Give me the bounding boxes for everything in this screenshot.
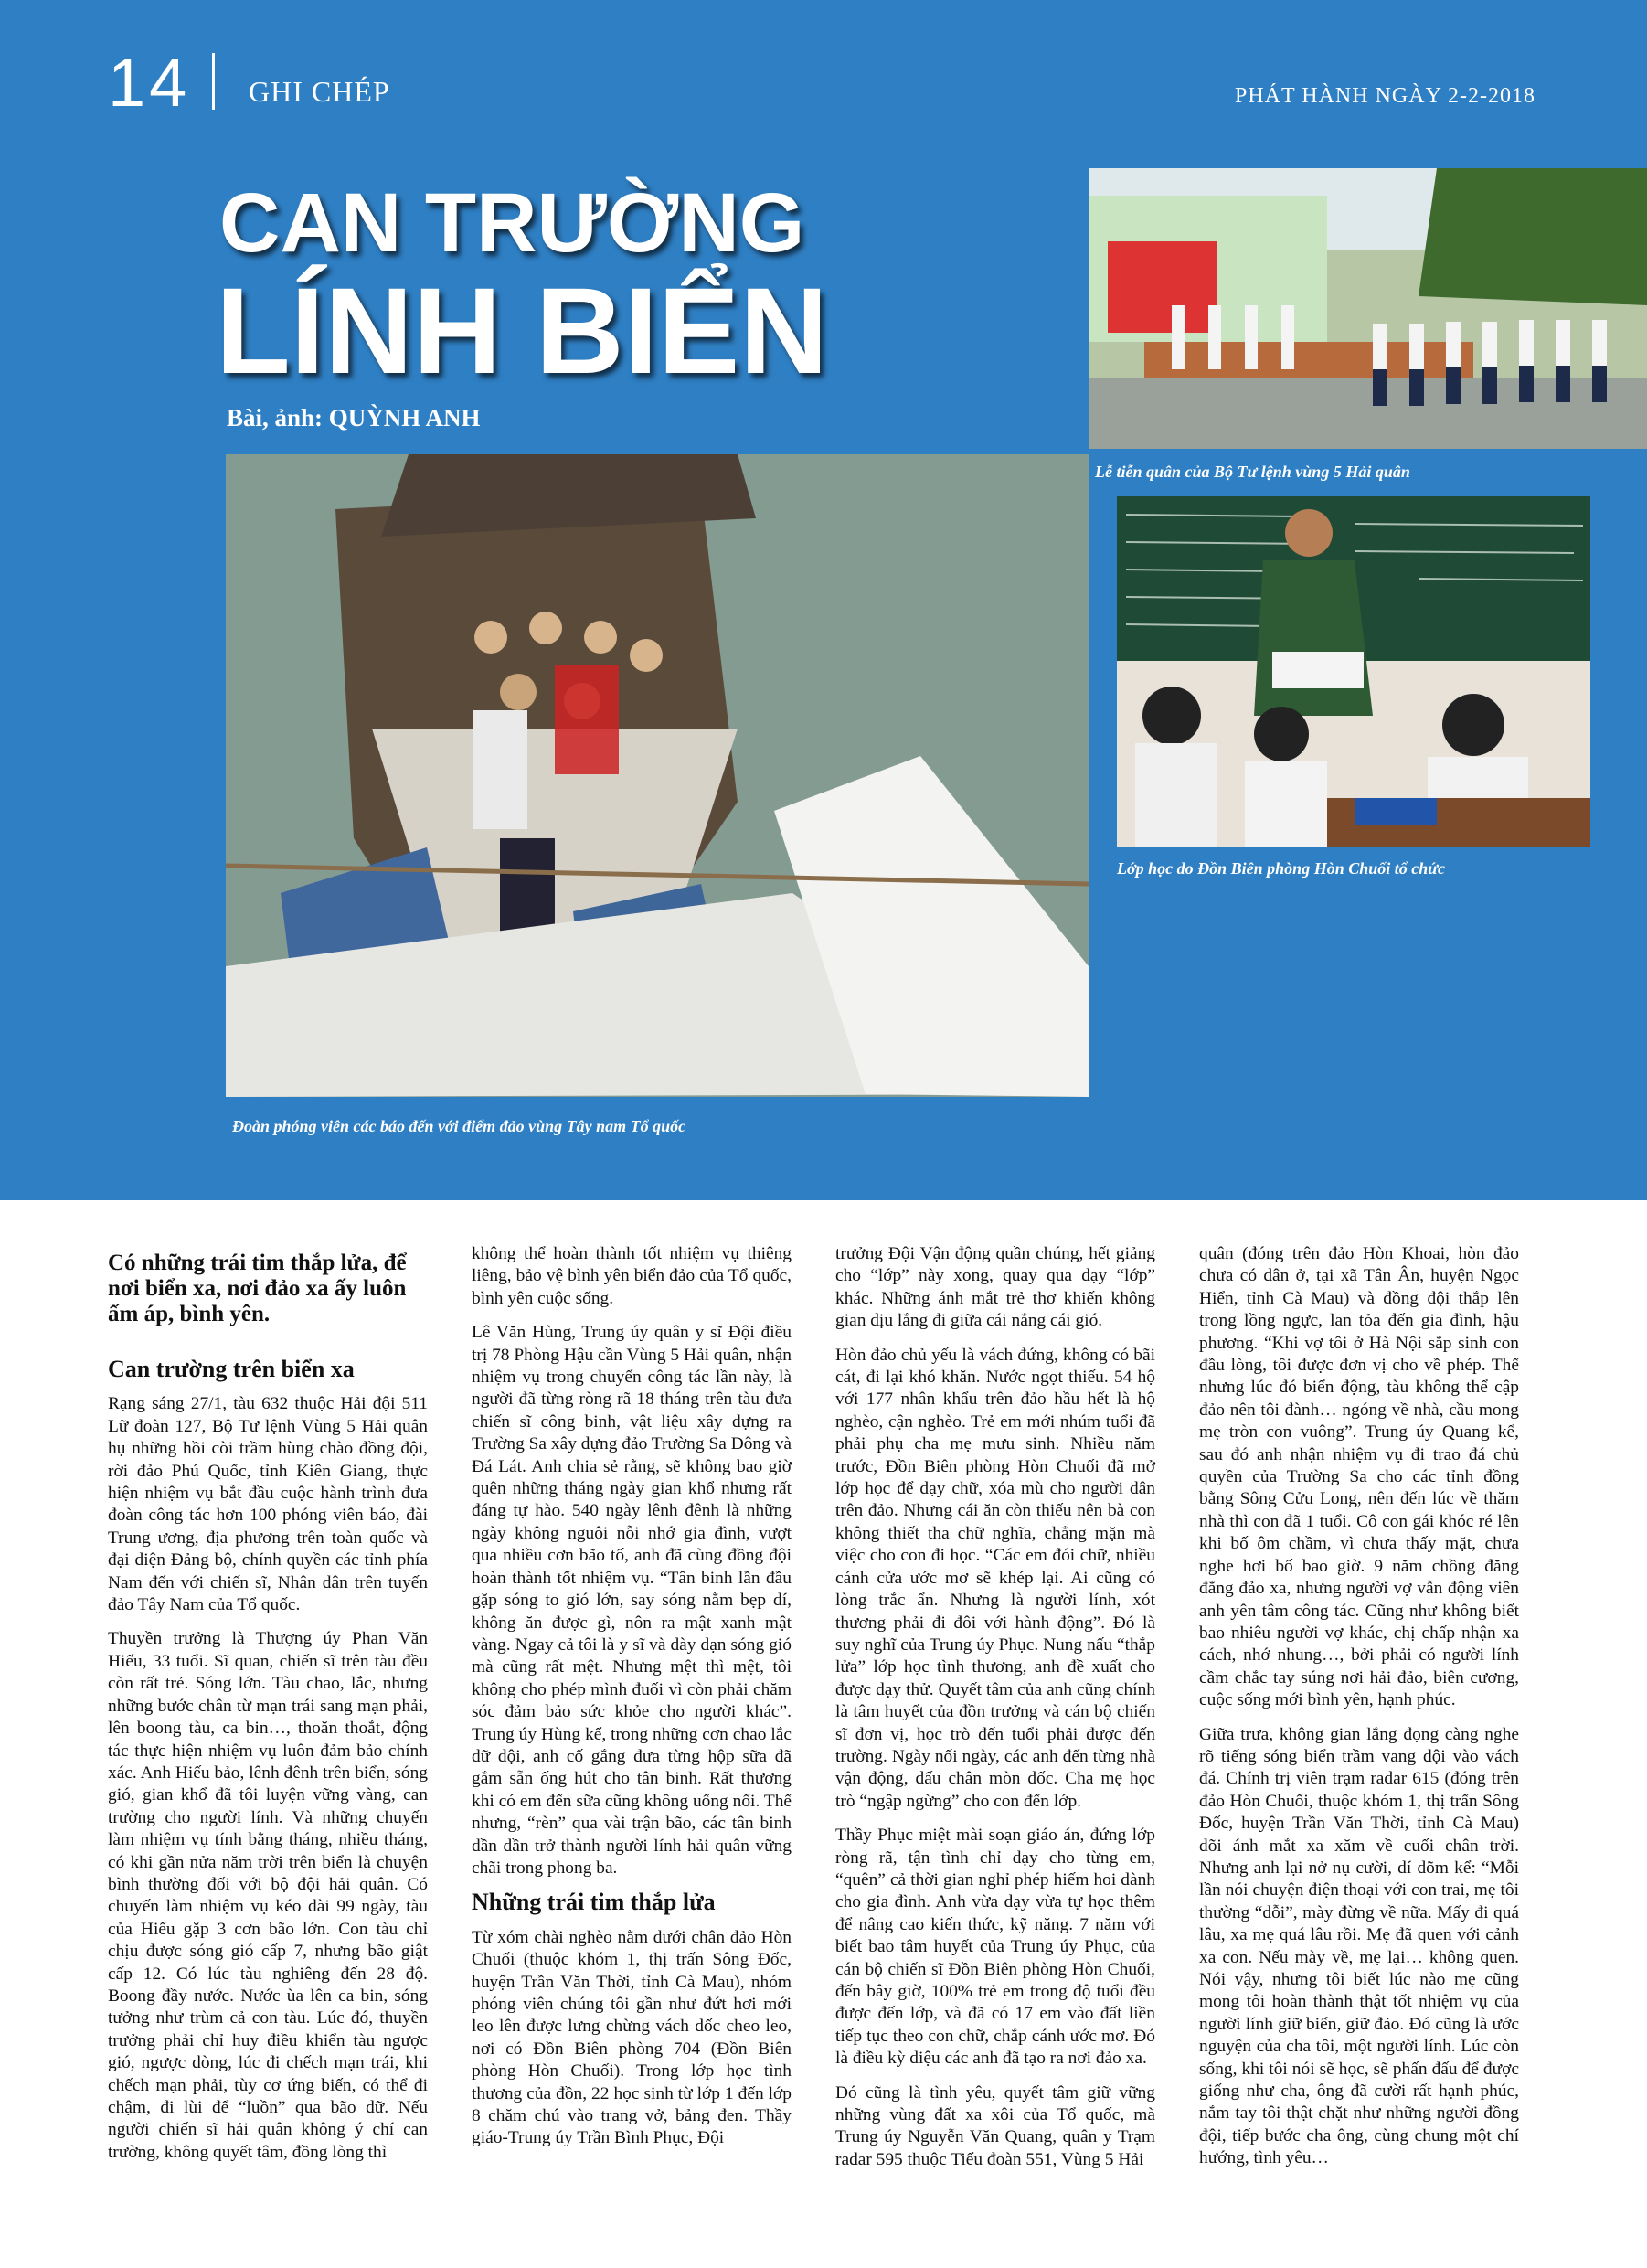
article-column-4 (1199, 1243, 1519, 2182)
article-body (108, 1243, 1543, 2231)
title-line-1: CAN TRƯỜNG (219, 176, 805, 270)
title-line-2: LÍNH BIỂN (216, 263, 828, 399)
parade-photo (1089, 168, 1647, 449)
paragraph: Thuyền trưởng là Thượng úy Phan Văn Hiếu, 33 tuổi. Sĩ quan, chiến sĩ trên tàu đều còn rất trẻ. Sóng lớn. Tàu chao, lắc, nhưng những bước chân từ mạn trái sang mạn phải, lên boong tàu, ca bin…, thoăn thoắt, động tác thực hiện nhiệm vụ luôn đảm bảo chính xác. Anh Hiếu bảo, lênh đênh trên biển, sóng gió, gian khổ đã tôi luyện vững vàng, can trường cho người lính. Và những chuyến làm nhiệm vụ tính bằng tháng, nhiều tháng, có khi gần nửa năm trời trên biển là chuyện bình thường đối với bộ đội hải quân. Có chuyến làm nhiệm vụ kéo dài 99 ngày, tàu của Hiếu gặp 3 cơn bão lớn. Con tàu chỉ chịu được sóng gió cấp 7, nhưng bão giật cấp 12. Có lúc tàu nghiêng đến 28 độ. Boong đầy nước. Nước ùa lên ca bin, sóng tưởng như trùm cả con tàu. Lúc đó, thuyền trưởng phải chỉ huy điều khiển tàu ngược gió, ngược dòng, lúc đi chếch mạn trái, khi chếch mạn phải, tùy cơ ứng biến, có thể đi chậm, đi lùi để “luồn” qua bão dữ. Nếu người chiến sĩ hải quân không ý chí can trường, không quyết tâm, đồng lòng thì (108, 1629, 428, 2162)
paragraph: Thầy Phục miệt mài soạn giáo án, đứng lớp ròng rã, tận tình chỉ dạy cho từng em, “quên” cả thời gian nghỉ phép hiếm hoi dành cho gia đình. Anh vừa dạy vừa tự học thêm để nâng cao kiến thức, kỹ năng. 7 năm với biết bao tâm huyết của Trung úy Phục, của cán bộ chiến sĩ Đồn Biên phòng Hòn Chuối, đến bây giờ, 100% trẻ em trong độ tuổi đều được đến lớp, và đã có 17 em vào đất liền tiếp tục theo con chữ, chắp cánh ước mơ. Đó là điều kỳ diệu các anh đã tạo ra nơi đảo xa. (835, 1826, 1155, 2069)
article-column-3 (835, 1243, 1155, 2183)
main-photo-caption: Đoàn phóng viên các báo đến với điểm đảo vùng Tây nam Tổ quốc (232, 1117, 686, 1135)
classroom-photo (1117, 496, 1590, 847)
page-number: 14 (108, 45, 191, 121)
paragraph: Đó cũng là tình yêu, quyết tâm giữ vững những vùng đất xa xôi của Tổ quốc, mà Trung úy Nguyễn Văn Quang, quân y Trạm radar 595 thuộc Tiểu đoàn 551, Vùng 5 Hải (835, 2082, 1155, 2169)
paragraph: Từ xóm chài nghèo nằm dưới chân đảo Hòn Chuối (thuộc khóm 1, thị trấn Sông Đốc, huyện Trần Văn Thời, tỉnh Cà Mau), nhóm phóng viên chúng tôi gần như đứt hơi mới leo lên được lưng chừng vách dốc cheo leo, nơi có Đồn Biên phòng 704 (Đồn Biên phòng Hòn Chuối). Trong lớp học tình thương của đồn, 22 học sinh từ lớp 1 đến lớp 8 chăm chú vào trang vở, bảng đen. Thầy giáo-Trung úy Trần Bình Phục, Đội (472, 1927, 792, 2148)
issue-date: PHÁT HÀNH NGÀY 2-2-2018 (1235, 84, 1535, 108)
main-photo (226, 454, 1089, 1097)
classroom-photo-caption: Lớp học do Đồn Biên phòng Hòn Chuối tổ chức (1117, 859, 1446, 878)
paragraph: Giữa trưa, không gian lắng đọng càng nghe rõ tiếng sóng biển trầm vang dội vào vách đá. Chính trị viên trạm radar 615 (đóng trên đảo Hòn Chuối, thuộc khóm 1, thị trấn Sông Đốc, huyện Trần Văn Thời, tỉnh Cà Mau) dõi ánh mắt xa xăm về cuối chân trời. Nhưng anh lại nở nụ cười, dí dõm kể: “Mỗi lần nói chuyện điện thoại với con trai, mẹ tôi thường “dỗi”, mày đừng về nữa. Mấy đi quá lâu, xa mẹ quá lâu rồi. Mẹ đã quen với cảnh xa con. Nếu mày về, mẹ lại… không quen. Nói vậy, nhưng tôi biết lúc nào mẹ cũng mong tôi hoàn thành thật tốt nhiệm vụ của người lính giữ biển, giữ đảo. Đó cũng là ước nguyện của cha tôi, một người lính. Lúc còn sống, khi tôi nói sẽ học, sẽ phấn đấu để được giống như cha, ông đã cười rất hạnh phúc, nắm tay tôi thật chặt như những người đồng đội, tiếp bước cha ông, cùng chung một chí hướng, tình yêu… (1199, 1724, 1519, 2168)
article-column-1 (108, 1243, 428, 2176)
paragraph: Hòn đảo chủ yếu là vách đứng, không có bãi cát, đi lại khó khăn. Nước ngọt thiếu. 54 hộ với 177 nhân khẩu trên đảo hầu hết là hộ nghèo, cận nghèo. Trẻ em mới nhúm tuổi đã phải phụ cha mẹ mưu sinh. Nhiều năm trước, Đồn Biên phòng Hòn Chuối đã mở lớp học để dạy chữ, xóa mù cho người dân trên đảo. Nhưng cái ăn còn thiếu nên bà con không thiết tha chữ nghĩa, chẳng mặn mà việc cho con đi học. “Các em đói chữ, nhiều cánh cửa ước mơ sẽ khép lại. Ai cũng có lòng trắc ẩn. Nhưng là người lính, xót thương phải đi đôi với hành động”. Đó là suy nghĩ của Trung úy Phục. Nung nấu “thắp lửa” lớp học tình thương, anh đề xuất cho được dạy thử. Quyết tâm của anh cũng chính là tâm huyết của đồn trưởng và cán bộ chiến sĩ đơn vị, học trò đến tuổi phải được đến trường. Ngày nối ngày, các anh đến từng nhà vận động, dấu chân mòn dốc. Cha mẹ học trò “ngập ngừng” cho con đến lớp. (835, 1345, 1155, 1811)
parade-photo-caption: Lễ tiễn quân của Bộ Tư lệnh vùng 5 Hải quân (1095, 463, 1410, 481)
byline: Bài, ảnh: QUỲNH ANH (227, 404, 481, 431)
paragraph: quân (đóng trên đảo Hòn Khoai, hòn đảo chưa có dân ở, tại xã Tân Ân, huyện Ngọc Hiển, tỉnh Cà Mau) và đồng đội thắp lên trong lồng ngực, lan tỏa đến gia đình, hậu phương. “Khi vợ tôi ở Hà Nội sắp sinh con đầu lòng, tôi được đơn vị cho về phép. Thế nhưng lúc đó biển động, tàu không thể cập đảo nên tôi đành… ngóng về nhà, cầu mong mẹ tròn con vuông”. Trung úy Quang kể, sau đó anh nhận nhiệm vụ đi trao đá chủ quyền của Trường Sa cho các tỉnh đồng bằng Sông Cửu Long, nên đến lúc về thăm nhà thì con đã 1 tuổi. Cô con gái khóc ré lên khi bố ôm chầm, vì chưa thấy mặt, chưa nghe hơi bố bao giờ. 9 năm chồng đăng đẳng đảo xa, nhưng người vợ vẫn động viên anh yên tâm công tác. Cũng như không biết bao nhiêu người vợ khác, chị chấp nhận xa cách, nhớ nhung…, bởi phải có người lính cầm chắc tay súng nơi hải đảo, biên cương, cuộc sống mới bình yên, hạnh phúc. (1199, 1244, 1519, 1710)
header-divider (212, 53, 215, 110)
paragraph: Rạng sáng 27/1, tàu 632 thuộc Hải đội 511 Lữ đoàn 127, Bộ Tư lệnh Vùng 5 Hải quân hụ những hồi còi trầm hùng chào đồng đội, rời đảo Phú Quốc, tỉnh Kiên Giang, thực hiện nhiệm vụ bắt đầu cuộc hành trình đưa đoàn công tác hơn 100 phóng viên báo, đài Trung ương, địa phương trên toàn quốc và đại diện Đảng bộ, chính quyền các tỉnh phía Nam đến với chiến sĩ, Nhân dân trên tuyến đảo Tây Nam của Tổ quốc. (108, 1394, 428, 1615)
paragraph: trưởng Đội Vận động quần chúng, hết giảng cho “lớp” này xong, quay qua dạy “lớp” khác. Những ánh mắt trẻ thơ khiến không gian dịu lắng đi giữa cái nắng cái gió. (835, 1244, 1155, 1331)
subheading-2: Những trái tim thắp lửa (472, 1889, 716, 1916)
paragraph: Lê Văn Hùng, Trung úy quân y sĩ Đội điều trị 78 Phòng Hậu cần Vùng 5 Hải quân, nhận nhiệm vụ trong chuyến công tác lần này, là người đã từng ròng rã 18 tháng trên tàu đưa chiến sĩ công binh, vật liệu xây dựng ra Trường Sa xây dựng đảo Trường Sa Đông và Đá Lát. Anh chia sẻ rằng, sẽ không bao giờ quên những tháng ngày gian khổ nhưng rất đáng tự hào. 540 ngày lênh đênh là những ngày không nguôi nỗi nhớ gia đình, vượt qua nhiều cơn bão tố, anh đã cùng đồng đội hoàn thành tốt nhiệm vụ. “Tân binh lần đầu gặp sóng to gió lớn, say sóng nằm bẹp dí, không ăn được gì, nôn ra mật xanh mật vàng. Ngay cả tôi là y sĩ và dày dạn sóng gió mà cũng rất mệt. Nhưng mệt thì mệt, tôi không cho phép mình đuối vì còn phải chăm sóc đảm bảo sức khỏe cho người khác”. Trung úy Hùng kể, trong những cơn chao lắc dữ dội, anh cố gắng đưa từng hộp sữa đã gắm sẵn ống hút cho tân binh. Rất thương khi có em đến sữa cũng không uống nổi. Thế nhưng, “rèn” qua vài trận bão, các tân binh dần dần trở thành người lính hải quân vững chãi trong phong ba. (472, 1323, 792, 1878)
article-lead: Có những trái tim thắp lửa, để nơi biển xa, nơi đảo xa ấy luôn ấm áp, bình yên. (108, 1251, 407, 1326)
paragraph: không thể hoàn thành tốt nhiệm vụ thiêng liêng, bảo vệ bình yên biển đảo của Tổ quốc, bình yên cuộc sống. (472, 1244, 792, 1308)
article-column-2 (472, 1243, 792, 2162)
subheading-1: Can trường trên biển xa (108, 1356, 355, 1382)
section-label: GHI CHÉP (249, 75, 390, 108)
